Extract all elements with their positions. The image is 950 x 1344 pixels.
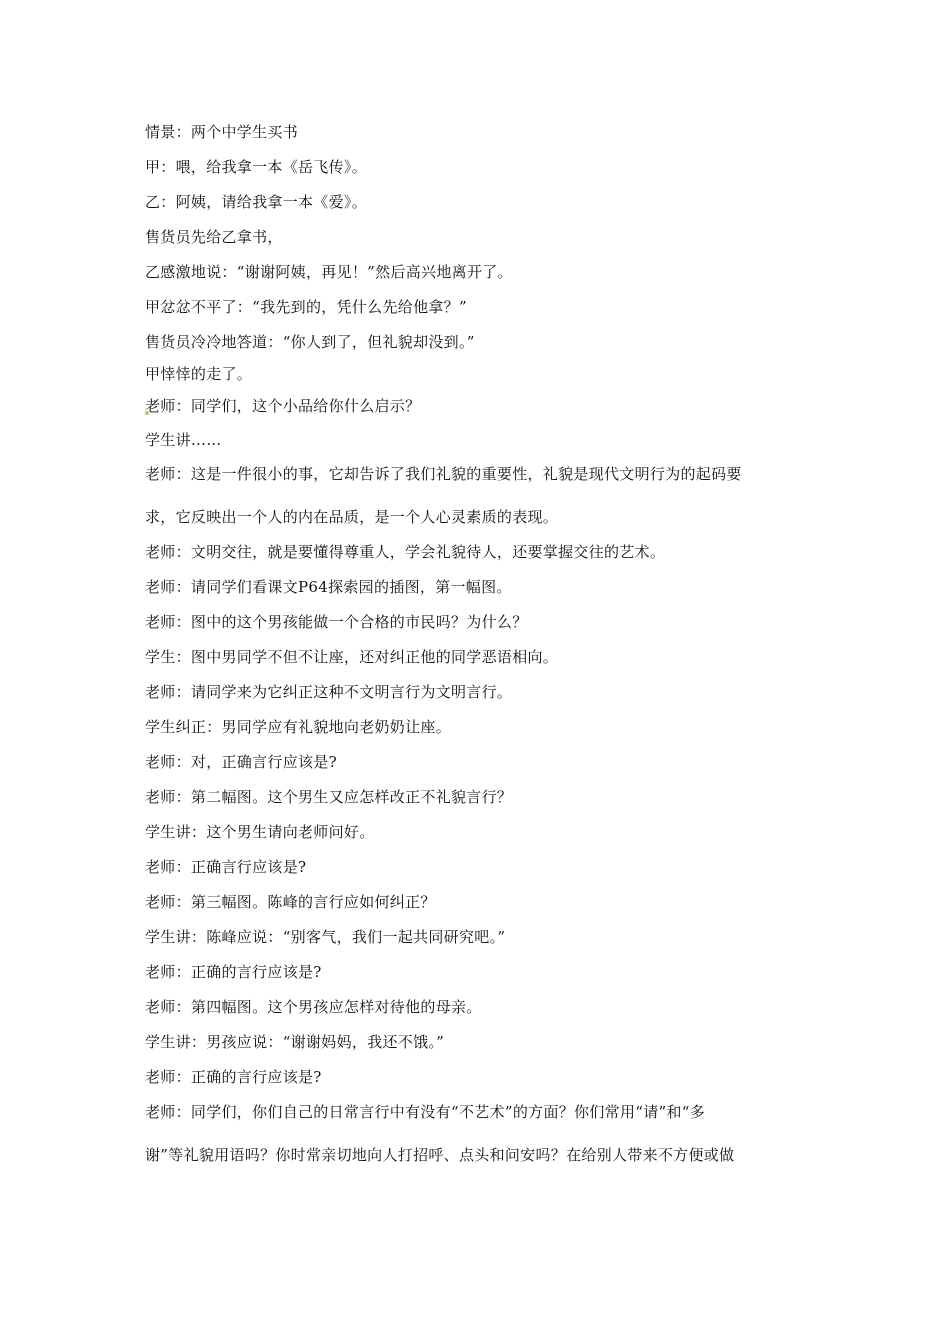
text-line: 售货员先给乙拿书，	[145, 228, 283, 246]
text-line: 老师：对，正确言行应该是?	[145, 753, 337, 771]
text-line: 乙：阿姨，请给我拿一本《爱》。	[145, 193, 368, 211]
text-line	[145, 396, 810, 416]
text-line: 甲：喂，给我拿一本《岳飞传》。	[145, 158, 368, 176]
text-line: 谢”等礼貌用语吗？你时常亲切地向人打招呼、点头和问安吗？在给别人带来不方便或做	[145, 1146, 735, 1164]
text-line: 学生讲：男孩应说：“谢谢妈妈，我还不饿。”	[145, 1033, 445, 1051]
text-line: 售货员冷冷地答道：“你人到了，但礼貌却没到。”	[145, 333, 475, 351]
text-line-content: 老师：同学们，这个小品给你什么启示？	[145, 397, 421, 415]
text-line: 老师：文明交往，就是要懂得尊重人，学会礼貌待人，还要掌握交往的艺术。	[145, 543, 666, 561]
text-line: 老师：请同学们看课文P64探索园的插图，第一幅图。	[145, 578, 512, 596]
text-line: 情景：两个中学生买书	[145, 123, 299, 141]
text-line: 老师：第三幅图。陈峰的言行应如何纠正？	[145, 893, 436, 911]
text-line: 老师：第二幅图。这个男生又应怎样改正不礼貌言行？	[145, 788, 513, 806]
text-line: 学生讲……	[145, 431, 222, 449]
text-line: 老师：正确的言行应该是?	[145, 963, 322, 981]
text-line: 甲悻悻的走了。	[145, 365, 253, 383]
text-line: 求，它反映出一个人的内在品质，是一个人心灵素质的表现。	[145, 508, 559, 526]
text-line: 老师：图中的这个男孩能做一个合格的市民吗？为什么？	[145, 613, 528, 631]
text-line: 甲忿忿不平了：“我先到的，凭什么先给他拿？”	[145, 298, 467, 316]
text-line: 老师：正确的言行应该是?	[145, 1068, 322, 1086]
text-line: 乙感激地说：“谢谢阿姨，再见！”然后高兴地离开了。	[145, 263, 513, 281]
text-line: 学生纠正：男同学应有礼貌地向老奶奶让座。	[145, 718, 452, 736]
text-line: 学生讲：陈峰应说：“别客气，我们一起共同研究吧。”	[145, 928, 506, 946]
text-line: 学生讲：这个男生请向老师问好。	[145, 823, 375, 841]
document-body	[145, 122, 810, 1165]
text-line: 老师：同学们，你们自己的日常言行中有没有“不艺术”的方面？你们常用“请”和“多	[145, 1103, 706, 1121]
text-line: 老师：第四幅图。这个男孩应怎样对待他的母亲。	[145, 998, 482, 1016]
text-line: 学生：图中男同学不但不让座，还对纠正他的同学恶语相向。	[145, 648, 559, 666]
text-line: 老师：这是一件很小的事，它却告诉了我们礼貌的重要性，礼貌是现代文明行为的起码要	[145, 465, 742, 483]
text-line: 老师：正确言行应该是?	[145, 858, 307, 876]
text-line: 老师：请同学来为它纠正这种不文明言行为文明言行。	[145, 683, 513, 701]
